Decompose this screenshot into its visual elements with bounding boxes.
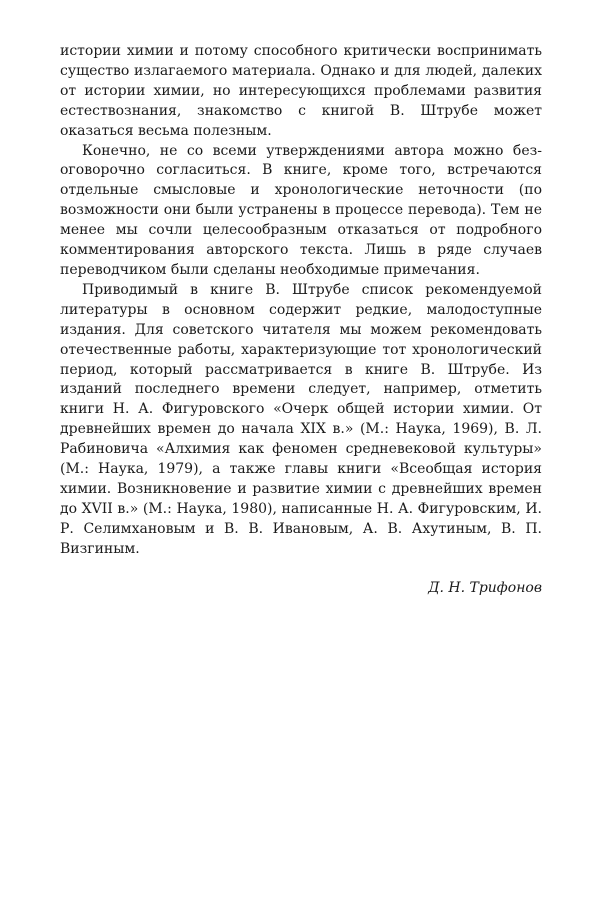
paragraph-3: Приводимый в книге В. Штрубе список рекомендуемой литературы в основном содержит редкие, малодоступные издания. Для советского читателя мы можем рекомендовать отечественные работы, характеризующие тот хронологический период, который рассматривается в книге В. Штрубе. Из изданий последнего времени следует, например, отметить книги Н. А. Фигуровского «Очерк общей истории химии. От древнейших времен до начала XIX в.» (М.: Наука, 1969), В. Л. Рабиновича «Алхимия как феномен средневековой культуры» (М.: Наука, 1979), а также главы книги «Всеобщая история химии. Возникновение и развитие химии с древнейших времен до XVII в.» (М.: Наука, 1980), написанные Н. А. Фигуровским, И. Р. Селимхановым и В. В. Ивановым, А. В. Ахутиным, В. П. Визгиным.	[60, 281, 542, 557]
paragraph-1: истории химии и потому способного критически воспринимать существо излагаемого материала. Однако и для людей, далеких от истории химии, но интересующихся проблемами развития естествознания, знакомство с книгой В. Штрубе может оказаться весьма полезным.	[60, 43, 542, 139]
document-page	[60, 42, 542, 598]
paragraph-2: Конечно, не со всеми утверждениями автора можно безоговорочно согласиться. В книге, кроме того, встречаются отдельные смысловые и хронологические неточности (по возможности они были устранены в процессе перевода). Тем не менее мы сочли целесообразным отказаться от подробного комментирования авторского текста. Лишь в ряде случаев переводчиком были сделаны необходимые примечания.	[60, 142, 542, 278]
author-signature: Д. Н. Трифонов	[428, 579, 542, 596]
